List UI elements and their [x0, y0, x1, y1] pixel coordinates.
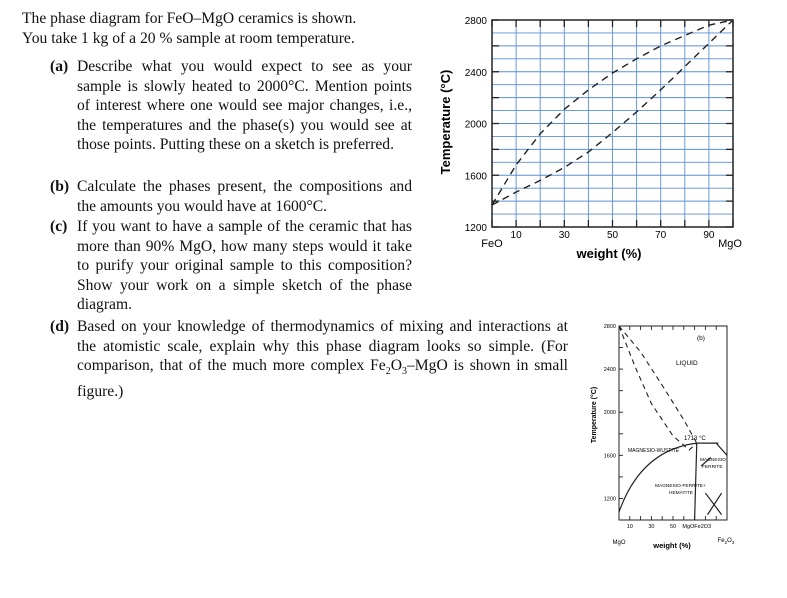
magnesio-ferrite-label: MAGNESIO	[700, 458, 726, 463]
plot-frame	[492, 20, 733, 227]
axis-ticks	[492, 20, 733, 227]
y-tick-label: 2800	[464, 16, 487, 27]
question-text: If you want to have a sample of the ceramic that has more than 90% MgO, how many steps would it take to purify your original sample to this composition? Show your work on a simple sketch of the phase diagram.	[77, 218, 412, 314]
y-tick-label: 2400	[464, 67, 487, 79]
x-tick-label: 30	[648, 524, 655, 530]
question-c	[50, 217, 412, 315]
y-tick-label: 2400	[603, 367, 616, 374]
grid	[492, 20, 733, 227]
x-end-right-label: MgO	[718, 238, 742, 250]
y-axis-label: Temperature (°C)	[438, 69, 453, 175]
question-text: Calculate the phases present, the compositions and the amounts you would have at 1600°C.	[77, 178, 412, 215]
plot-frame	[619, 326, 727, 520]
x-tick-label: MgOFe2O3	[682, 524, 712, 530]
y-axis-label: Temperature (°C)	[591, 386, 598, 444]
x-tick-label: 10	[626, 524, 633, 530]
y-tick-label: 1600	[603, 453, 616, 460]
y-tick-label: 2800	[603, 324, 616, 330]
y-tick-label: 2000	[464, 119, 487, 131]
y-tick-label: 1600	[464, 171, 487, 183]
intro-line-1: The phase diagram for FeO–MgO ceramics is shown.	[22, 10, 357, 27]
x-tick-label: 30	[558, 230, 570, 241]
x-end-left-label: FeO	[481, 238, 503, 250]
solidus-curve	[619, 326, 697, 450]
x-tick-label: 50	[669, 524, 677, 530]
solidus-curve	[492, 20, 733, 205]
axis-ticks	[619, 326, 727, 520]
panel-label: (b)	[697, 335, 705, 342]
y-tick-label: 1200	[464, 223, 487, 234]
x-tick-label: 10	[510, 230, 522, 241]
x-end-right-label: $Fe_2O_3$	[717, 538, 735, 545]
liquidus-curve	[492, 20, 733, 205]
y-tick-label: 2000	[603, 410, 616, 417]
x-tick-label: 70	[655, 230, 667, 241]
question-a	[50, 57, 412, 155]
question-d	[50, 317, 568, 401]
temp-1713-label: 1713 °C	[684, 436, 706, 442]
question-label: (d)	[50, 318, 70, 335]
y-tick-label: 1200	[603, 496, 616, 503]
mf-hematite-label: MAGNESIO-FERRITE+	[655, 484, 706, 489]
liquidus-curve	[619, 326, 697, 443]
x-tick-label: 50	[606, 230, 619, 241]
question-label: (c)	[50, 218, 68, 235]
x-axis-label: weight (%)	[653, 541, 691, 550]
question-label: (a)	[50, 58, 69, 75]
liquid-label: LIQUID	[676, 360, 698, 367]
x-end-left-label: MgO	[612, 540, 626, 546]
intro-line-2: You take 1 kg of a 20 % sample at room temperature.	[22, 29, 355, 47]
question-text: Describe what you would expect to see as your sample is slowly heated to 2000°C. Mention points of interest where one would see major changes, i.e., the temperatures and the phase(s) you would see at those points. Putting these on a sketch is preferred.	[77, 58, 412, 154]
intro-text	[22, 9, 422, 48]
magnesio-ferrite-label-2: FERRITE	[702, 465, 723, 470]
mf-hematite-label-2: HEMATITE	[669, 491, 693, 496]
x-axis-label: weight (%)	[576, 246, 642, 261]
question-text: Based on your knowledge of thermodynamics of mixing and interactions at the atomistic scale, explain why this phase diagram looks so simple. (For comparison, that of the much more complex $Fe_2O_3$–MgO is shown in small figure.)	[77, 318, 568, 400]
x-tick-label: 90	[703, 230, 715, 241]
question-b	[50, 177, 412, 216]
question-label: (b)	[50, 178, 70, 195]
phase-boundaries	[619, 443, 727, 520]
magnesio-wustite-label: MAGNESIO-WUSTITE	[628, 448, 680, 454]
